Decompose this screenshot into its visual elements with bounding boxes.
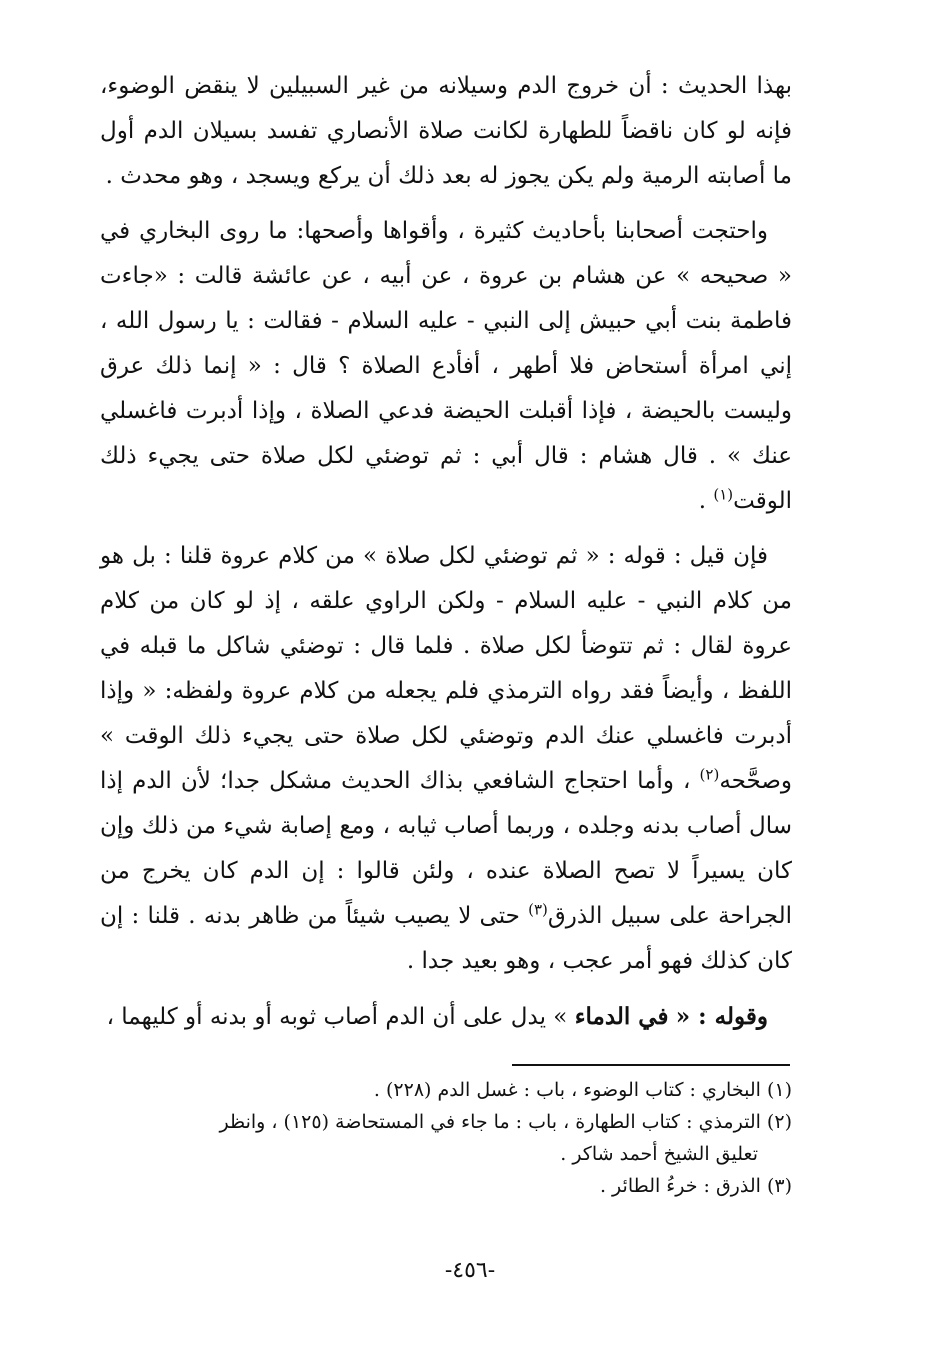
text-line: ، وأما احتجاج الشافعي بذاك الحديث مشكل جدا؛ (220, 768, 700, 794)
text-line: أدبرت فاغسلي عنك » . قال هشام : قال أبي : ثم توضئي لكل صلاة (100, 398, 792, 469)
text-line: قبله في اللفظ ، وأيضاً فقد رواه الترمذي فلم يجعله من كلام عروة ولفظه: (100, 633, 792, 704)
text-line: كان يخرج من الجراحة على سبيل الذرق (100, 858, 792, 929)
footnote-marker-3: (٣) (528, 900, 548, 919)
text-line: محدث . (105, 163, 182, 189)
text-line: كلام عروة لقال : ثم تتوضأ لكل صلاة . فلما قال : توضئي شاكل ما (100, 588, 792, 659)
footnote-3: (٣) الذرق : خرءُ الطائر . (599, 1175, 792, 1197)
paragraph-4 (100, 994, 792, 1040)
text-line: فإن قيل : قوله : « ثم توضئي لكل صلاة » من كلام عروة قلنا : بل (132, 543, 769, 569)
text-line: » يدل على أن الدم أصاب ثوبه أو بدنه أو كليهما ، (106, 1004, 568, 1030)
text-line: . (698, 488, 714, 514)
paragraph-1 (100, 64, 792, 199)
footnotes (100, 1074, 792, 1202)
footnote-divider (512, 1064, 790, 1066)
footnote-marker-1: (١) (713, 485, 734, 504)
text-line: هو من كلام النبي - عليه السلام - ولكن الراوي علقه ، إذ لو كان من (100, 543, 792, 614)
text-line: رسول الله ، إني امرأة أستحاض فلا أطهر ، أفأدع الصلاة ؟ قال : « إنما (100, 308, 792, 379)
text-line: «جاءت فاطمة بنت أبي حبيش إلى النبي - عليه السلام - فقالت : يا (100, 263, 792, 334)
text-line: ما أصابته الرمية ولم يكن يجوز له بعد ذلك أن يركع ويسجد ، وهو (188, 163, 792, 189)
text-line: فإنه لو كان ناقضاً للطهارة لكانت صلاة الأنصاري تفسد بسيلان الدم أول (100, 118, 792, 144)
text-line: ذلك عرق وليست بالحيضة ، فإذا أقبلت الحيضة فدعي الصلاة ، وإذا (100, 353, 792, 424)
text-line: بهذا الحديث : أن خروج الدم وسيلانه من غير السبيلين لا ينقض الوضوء، (100, 73, 792, 99)
text-line: حتى يجيء ذلك الوقت (100, 443, 792, 514)
text-line: في « صحيحه » عن هشام بن عروة ، عن أبيه ، عن عائشة قالت : (100, 218, 792, 289)
footnote-2-continuation: تعليق الشيخ أحمد شاكر . (560, 1143, 758, 1165)
footnote-1: (١) البخاري : كتاب الوضوء ، باب : غسل الدم (٢٢٨) . (373, 1079, 792, 1101)
text-line: الوقت » وصحَّحه (100, 723, 792, 794)
text-line: « وإذا أدبرت فاغسلي عنك الدم وتوضئي لكل صلاة حتى يجيء ذلك (100, 678, 792, 749)
text-line: حتى لا يصيب شيئاً من ظاهر (249, 903, 529, 929)
quoted-term: في الدماء (574, 1003, 669, 1030)
main-text (100, 64, 792, 1040)
text-line: بدنه . قلنا : إن كان كذلك فهو أمر عجب ، وهو بعيد جدا . (100, 903, 792, 974)
text-line: واحتجت أصحابنا بأحاديث كثيرة ، وأقواها وأصحها: ما روى البخاري (139, 218, 768, 244)
page-number: -٤٥٦- (444, 1258, 496, 1283)
footnote-2: (٢) الترمذي : كتاب الطهارة ، باب : ما جاء في المستحاضة (١٢٥) ، وانظر (219, 1111, 792, 1133)
text-line: لأن الدم إذا سال أصاب بدنه وجلده ، وربما أصاب ثيابه ، ومع إصابة (100, 768, 792, 839)
text-line: شيء من ذلك وإن كان يسيراً لا تصح الصلاة عنده ، ولئن قالوا : إن الدم (100, 813, 793, 884)
paragraph-3 (100, 534, 792, 984)
footnote-marker-2: (٢) (699, 765, 720, 784)
text-line: وقوله : « (675, 1003, 768, 1030)
paragraph-2 (100, 209, 792, 524)
